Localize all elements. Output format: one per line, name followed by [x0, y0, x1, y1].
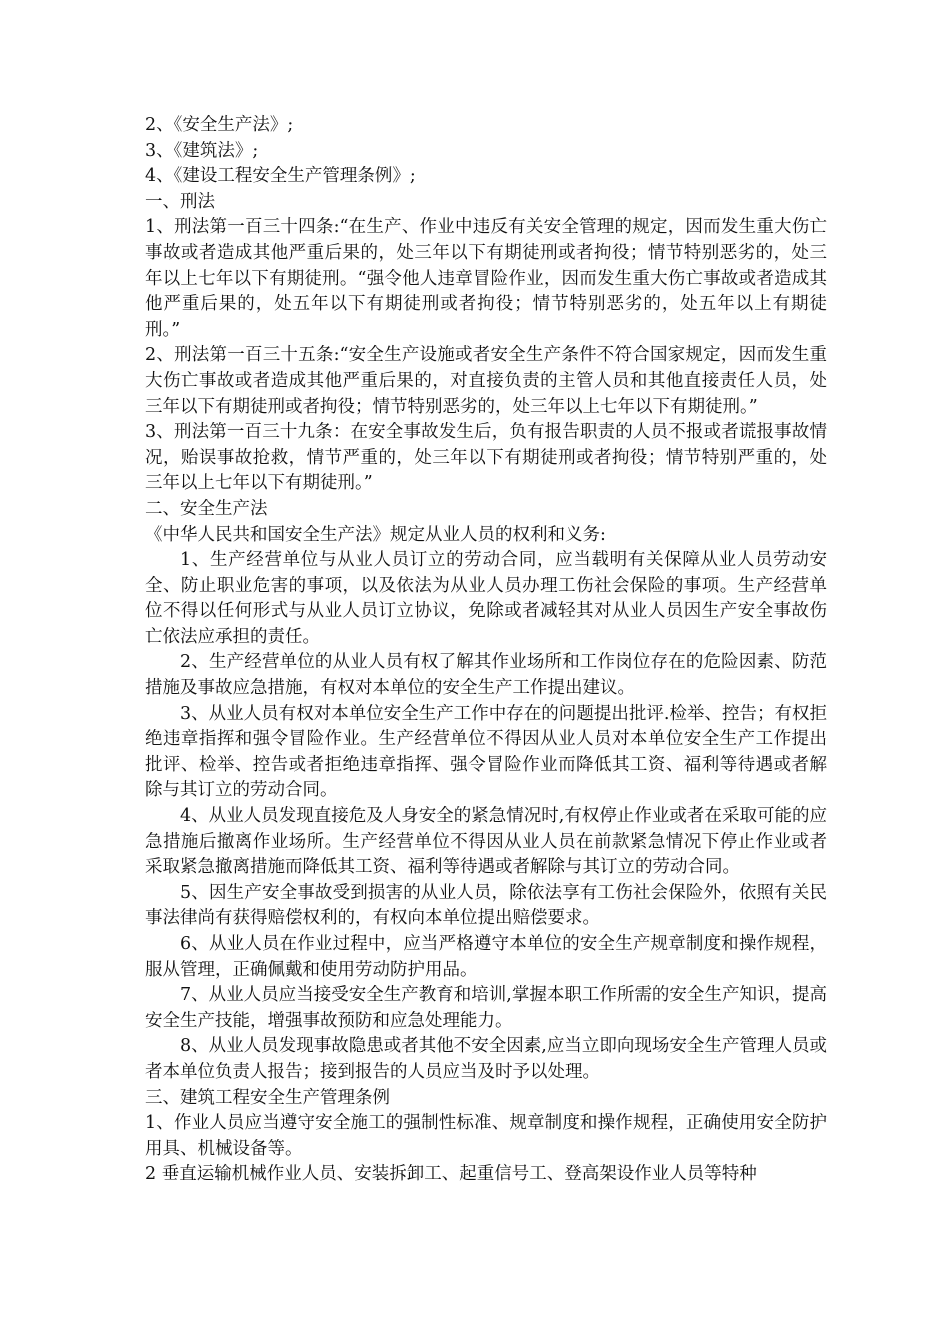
paragraph-criminal-139: 3、刑法第一百三十九条：在安全事故发生后，负有报告职责的人员不报或者谎报事故情况，贻误事故抢救，情节严重的，处三年以下有期徒刑或者拘役；情节特别严重的，处三年以上七年以下有期徒刑。” — [145, 422, 827, 494]
paragraph-law-ref-3: 3、《建筑法》; — [145, 140, 259, 161]
paragraph-duty-7: 7、从业人员应当接受安全生产教育和培训,掌握本职工作所需的安全生产知识，提高安全生产技能，增强事故预防和应急处理能力。 — [145, 985, 827, 1031]
section-heading-safety-law: 二、安全生产法 — [145, 498, 268, 519]
document-page — [145, 113, 827, 1188]
paragraph-duty-8: 8、从业人员发现事故隐患或者其他不安全因素,应当立即向现场安全生产管理人员或者本单位负责人报告；接到报告的人员应当及时予以处理。 — [145, 1036, 827, 1082]
paragraph-duty-6: 6、从业人员在作业过程中，应当严格遵守本单位的安全生产规章制度和操作规程，服从管理，正确佩戴和使用劳动防护用品。 — [145, 934, 827, 980]
section-heading-criminal-law: 一、刑法 — [145, 191, 215, 212]
paragraph-right-2: 2、生产经营单位的从业人员有权了解其作业场所和工作岗位存在的危险因素、防范措施及事故应急措施，有权对本单位的安全生产工作提出建议。 — [145, 652, 827, 699]
section-heading-construction-regulation: 三、建筑工程安全生产管理条例 — [145, 1087, 390, 1108]
paragraph-right-4: 4、从业人员发现直接危及人身安全的紧急情况时,有权停止作业或者在采取可能的应急措施后撤离作业场所。生产经营单位不得因从业人员在前款紧急情况下停止作业或者采取紧急撤离措施而降低其工资、福利等待遇或者解除与其订立的劳动合同。 — [145, 806, 827, 878]
paragraph-right-1: 1、生产经营单位与从业人员订立的劳动合同，应当载明有关保障从业人员劳动安全、防止职业危害的事项，以及依法为从业人员办理工伤社会保险的事项。生产经营单位不得以任何形式与从业人员订立协议，免除或者减轻其对从业人员因生产安全事故伤亡依法应承担的责任。 — [145, 550, 827, 647]
paragraph-criminal-134: 1、刑法第一百三十四条:“在生产、作业中违反有关安全管理的规定，因而发生重大伤亡事故或者造成其他严重后果的，处三年以下有期徒刑或者拘役；情节特别恶劣的，处三年以上七年以下有期徒刑。“强令他人违章冒险作业，因而发生重大伤亡事故或者造成其他严重后果的，处五年以下有期徒刑或者拘役；情节特别恶劣的，处五年以上有期徒刑。” — [145, 217, 827, 340]
paragraph-safety-law-intro: 《中华人民共和国安全生产法》规定从业人员的权利和义务: — [145, 524, 606, 545]
paragraph-criminal-135: 2、刑法第一百三十五条:“安全生产设施或者安全生产条件不符合国家规定，因而发生重大伤亡事故或者造成其他严重后果的，对直接负责的主管人员和其他直接责任人员，处三年以下有期徒刑或者拘役；情节特别恶劣的，处三年以上七年以下有期徒刑。” — [145, 345, 827, 417]
paragraph-law-ref-2: 2、《安全生产法》; — [145, 115, 294, 135]
paragraph-right-5: 5、因生产安全事故受到损害的从业人员，除依法享有工伤社会保险外，依照有关民事法律尚有获得赔偿权利的，有权向本单位提出赔偿要求。 — [145, 882, 827, 929]
paragraph-construction-2: 2 垂直运输机械作业人员、安装拆卸工、起重信号工、登高架设作业人员等特种 — [145, 1164, 757, 1185]
paragraph-construction-1: 1、作业人员应当遵守安全施工的强制性标准、规章制度和操作规程，正确使用安全防护用具、机械设备等。 — [145, 1113, 827, 1159]
paragraph-right-3: 3、从业人员有权对本单位安全生产工作中存在的问题提出批评.检举、控告；有权拒绝违章指挥和强令冒险作业。生产经营单位不得因从业人员对本单位安全生产工作提出批评、检举、控告或者拒绝违章指挥、强令冒险作业而降低其工资、福利等待遇或者解除与其订立的劳动合同。 — [145, 703, 827, 801]
paragraph-law-ref-4: 4、《建设工程安全生产管理条例》; — [145, 166, 416, 187]
